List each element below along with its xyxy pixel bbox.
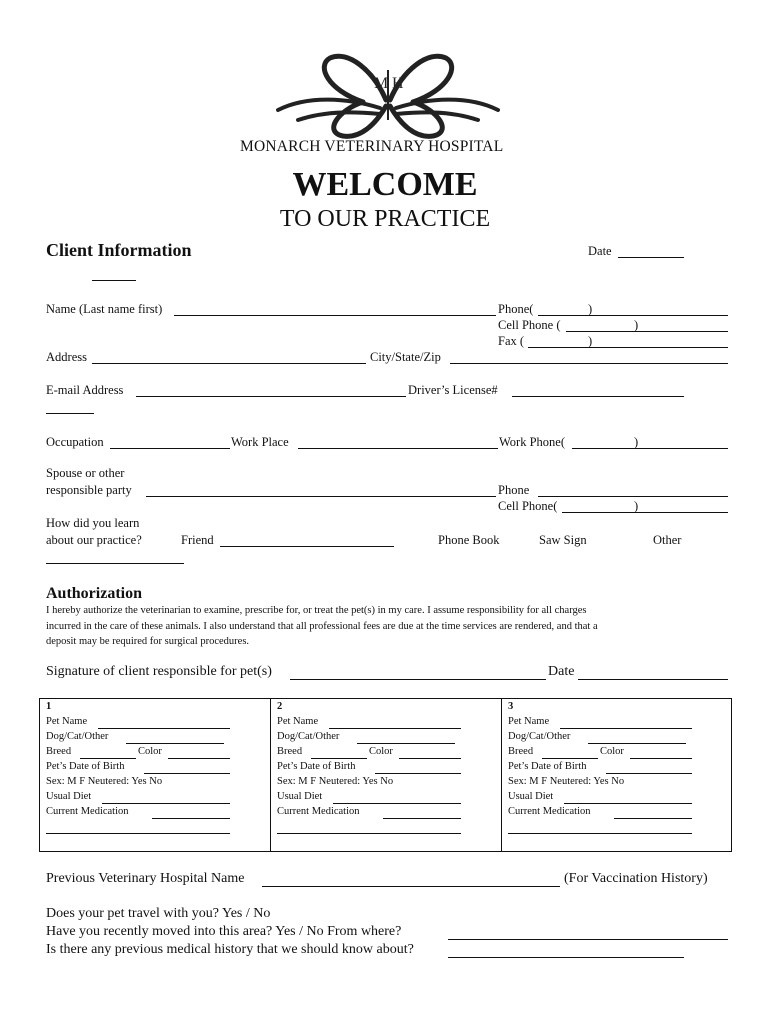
- pet-number: 3: [508, 701, 514, 712]
- welcome-title: WELCOME: [292, 166, 478, 203]
- pet-dob-field[interactable]: [144, 773, 230, 774]
- spouse-label-1: Spouse or other: [46, 466, 125, 480]
- pet-medication-field-2[interactable]: [508, 833, 692, 834]
- brand-name: MONARCH VETERINARY HOSPITAL: [240, 138, 504, 155]
- pet-name-label: Pet Name: [508, 716, 550, 727]
- learn-label-1: How did you learn: [46, 516, 140, 530]
- cell-phone-field[interactable]: [566, 331, 728, 332]
- cell-paren: ): [634, 318, 639, 332]
- pet-sex-neutered[interactable]: Sex: M F Neutered: Yes No: [508, 776, 625, 787]
- fax-field[interactable]: [528, 347, 728, 348]
- license-field-continued[interactable]: [46, 413, 94, 414]
- pet-medication-field[interactable]: [614, 818, 692, 819]
- spouse-cell-label: Cell Phone(: [498, 499, 558, 513]
- monogram-h: H: [392, 75, 404, 92]
- spouse-phone-label: Phone: [498, 483, 530, 497]
- pet-medication-label: Current Medication: [46, 806, 129, 817]
- pet-column-1: [40, 699, 270, 851]
- other-option[interactable]: Other: [653, 533, 682, 547]
- pet-number: 2: [277, 701, 283, 712]
- prev-hospital-label: Previous Veterinary Hospital Name: [46, 871, 245, 886]
- pet-name-field[interactable]: [560, 728, 692, 729]
- spouse-label-2: responsible party: [46, 483, 132, 497]
- pet-column-3: [502, 699, 731, 851]
- signature-date-label: Date: [548, 664, 575, 679]
- name-field[interactable]: [174, 315, 496, 316]
- pets-table: [39, 698, 732, 852]
- work-phone-label: Work Phone(: [499, 435, 565, 449]
- pet-breed-field[interactable]: [80, 758, 136, 759]
- city-field[interactable]: [450, 363, 728, 364]
- pet-name-label: Pet Name: [277, 716, 319, 727]
- spouse-phone-field[interactable]: [538, 496, 728, 497]
- pet-dob-field[interactable]: [606, 773, 692, 774]
- license-label: Driver’s License#: [408, 383, 498, 397]
- pet-column-2: [271, 699, 501, 851]
- pet-name-field[interactable]: [329, 728, 461, 729]
- pet-color-label: Color: [600, 746, 624, 757]
- friend-option[interactable]: Friend: [181, 533, 214, 547]
- pet-medication-field-2[interactable]: [277, 833, 461, 834]
- authorization-text-2: incurred in the care of these animals. I also understand that all professional fees are due at the time services are rendered, and that a: [46, 621, 598, 632]
- occupation-label: Occupation: [46, 435, 104, 449]
- fax-label: Fax (: [498, 334, 525, 348]
- pet-number: 1: [46, 701, 52, 712]
- pet-breed-field[interactable]: [311, 758, 367, 759]
- pet-medication-field[interactable]: [383, 818, 461, 819]
- fax-paren: ): [588, 334, 593, 348]
- pet-medication-field-2[interactable]: [46, 833, 230, 834]
- pet-dob-label: Pet’s Date of Birth: [277, 761, 356, 772]
- vaccination-note: (For Vaccination History): [564, 871, 708, 886]
- phone-paren: ): [588, 302, 593, 316]
- medical-history-field[interactable]: [448, 957, 684, 958]
- phonebook-option[interactable]: Phone Book: [438, 533, 500, 547]
- signature-field[interactable]: [290, 679, 546, 680]
- date-field-continued[interactable]: [92, 280, 136, 281]
- moved-question[interactable]: Have you recently moved into this area? Yes / No From where?: [46, 924, 402, 939]
- address-field[interactable]: [92, 363, 366, 364]
- travel-question[interactable]: Does your pet travel with you? Yes / No: [46, 906, 271, 921]
- pet-color-field[interactable]: [168, 758, 230, 759]
- sawsign-option[interactable]: Saw Sign: [539, 533, 587, 547]
- signature-date-field[interactable]: [578, 679, 728, 680]
- email-label: E-mail Address: [46, 383, 124, 397]
- prev-hospital-field[interactable]: [262, 886, 560, 887]
- date-label: Date: [588, 244, 612, 258]
- pet-medication-label: Current Medication: [508, 806, 591, 817]
- learn-label-2: about our practice?: [46, 533, 142, 547]
- pet-sex-neutered[interactable]: Sex: M F Neutered: Yes No: [277, 776, 394, 787]
- pet-breed-field[interactable]: [542, 758, 598, 759]
- pet-sex-neutered[interactable]: Sex: M F Neutered: Yes No: [46, 776, 163, 787]
- pet-color-label: Color: [138, 746, 162, 757]
- signature-label: Signature of client responsible for pet(s): [46, 664, 272, 679]
- authorization-heading: Authorization: [46, 585, 142, 602]
- occupation-field[interactable]: [110, 448, 230, 449]
- cell-phone-label: Cell Phone (: [498, 318, 561, 332]
- client-info-heading: Client Information: [46, 240, 192, 260]
- pet-medication-label: Current Medication: [277, 806, 360, 817]
- pet-color-label: Color: [369, 746, 393, 757]
- email-field[interactable]: [136, 396, 406, 397]
- pet-breed-label: Breed: [277, 746, 303, 757]
- phone-label: Phone(: [498, 302, 534, 316]
- pet-diet-label: Usual Diet: [277, 791, 323, 802]
- workplace-field[interactable]: [298, 448, 498, 449]
- pet-breed-label: Breed: [508, 746, 534, 757]
- name-label: Name (Last name first): [46, 302, 163, 316]
- pet-diet-field[interactable]: [102, 803, 230, 804]
- work-phone-paren: ): [634, 435, 639, 449]
- pet-color-field[interactable]: [399, 758, 461, 759]
- pet-dob-label: Pet’s Date of Birth: [508, 761, 587, 772]
- pet-type-field[interactable]: [357, 743, 455, 744]
- license-field[interactable]: [512, 396, 684, 397]
- pet-breed-label: Breed: [46, 746, 72, 757]
- pet-diet-label: Usual Diet: [46, 791, 92, 802]
- pet-diet-field[interactable]: [333, 803, 461, 804]
- date-field[interactable]: [618, 257, 684, 258]
- pet-diet-label: Usual Diet: [508, 791, 554, 802]
- spouse-cell-paren: ): [634, 499, 639, 513]
- pet-diet-field[interactable]: [564, 803, 692, 804]
- authorization-text-1: I hereby authorize the veterinarian to examine, prescribe for, or treat the pet(s) in my care. I assume responsibility for all charges: [46, 605, 587, 616]
- pet-dob-field[interactable]: [375, 773, 461, 774]
- workplace-label: Work Place: [231, 435, 289, 449]
- city-label: City/State/Zip: [370, 350, 441, 364]
- pet-type-field[interactable]: [126, 743, 224, 744]
- butterfly-logo: [268, 40, 508, 140]
- pet-dob-label: Pet’s Date of Birth: [46, 761, 125, 772]
- pet-type-label: Dog/Cat/Other: [508, 731, 571, 742]
- authorization-text-3: deposit may be required for surgical procedures.: [46, 636, 250, 647]
- moved-from-field[interactable]: [448, 939, 728, 940]
- spouse-field[interactable]: [146, 496, 496, 497]
- pet-color-field[interactable]: [630, 758, 692, 759]
- monogram-m: M: [374, 75, 389, 92]
- pet-name-label: Pet Name: [46, 716, 88, 727]
- welcome-subtitle: TO OUR PRACTICE: [279, 206, 491, 232]
- address-label: Address: [46, 350, 87, 364]
- work-phone-field[interactable]: [572, 448, 728, 449]
- other-field[interactable]: [46, 563, 184, 564]
- spouse-cell-field[interactable]: [562, 512, 728, 513]
- pet-type-label: Dog/Cat/Other: [46, 731, 109, 742]
- pet-name-field[interactable]: [98, 728, 230, 729]
- medical-history-question: Is there any previous medical history that we should know about?: [46, 942, 414, 957]
- pet-type-label: Dog/Cat/Other: [277, 731, 340, 742]
- pet-medication-field[interactable]: [152, 818, 230, 819]
- phone-field[interactable]: [538, 315, 728, 316]
- pet-type-field[interactable]: [588, 743, 686, 744]
- friend-field[interactable]: [220, 546, 394, 547]
